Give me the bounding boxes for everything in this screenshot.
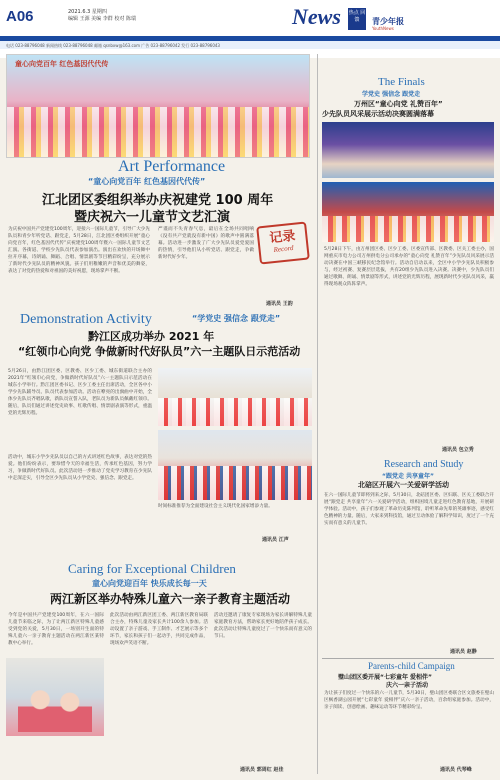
parents-child-kicker: Parents-child Campaign — [368, 661, 455, 671]
finals-kicker: The Finals — [378, 76, 425, 88]
care-kicker: Caring for Exceptional Children — [68, 561, 236, 576]
column-divider — [317, 54, 318, 774]
parents-child-headline-line2: 庆六一亲子活动 — [386, 682, 429, 689]
art-body-right: 严谨而不失青春气息，最后在全场共同唱响《没有共产党就没有新中国》的歌声中圆满落幕。活动进一步激发了广大少先队员爱党爱国的热情，引导他们从小听党话、跟党走，争做新时代好少年。 — [158, 227, 254, 260]
research-kicker: Research and Study — [384, 459, 464, 470]
care-photo — [6, 658, 104, 736]
header-meta — [68, 9, 136, 23]
finals-subtitle: 学党史 强信念 跟党走 — [362, 91, 421, 98]
finals-headline-line2: 少先队员风采展示活动决赛圆满落幕 — [322, 110, 434, 118]
demo-body-left: 5月26日，由黔江团区委、区教委、区少工委、城东街道联合主办的2021年“红领巾心向党，争做新时代好队员”六一主题队日示范活动在城东小学举行。黔江团区委书记、区少工委主任出席活动，全区各中小学少先队辅导员、队员代表参加活动。活动在嘹亮的出旗曲中开始，全体少先队员齐唱队歌，新队员宣誓入队，老队员为新队员佩戴红领巾。随后，队员们通过讲述党史故事、红歌传唱、情景剧表演等形式，重温党的光辉历程。 — [8, 369, 152, 416]
finals-byline: 通讯员 包立秀 — [442, 447, 474, 453]
care-subtitle: 童心向党迎百年 快乐成长每一天 — [92, 579, 207, 588]
page-number: A06 — [6, 8, 34, 25]
care-byline: 通讯员 郭周红 赵佳 — [240, 767, 284, 773]
demo-subtitle: “学党史 强信念 跟党走” — [192, 314, 281, 323]
demo-photo-bottom — [158, 430, 312, 500]
art-headline-line2: 暨庆祝六一儿童节文艺汇演 — [74, 210, 231, 225]
research-byline: 通讯员 赵静 — [450, 649, 477, 655]
masthead — [0, 0, 500, 58]
finals-photo-group — [322, 182, 494, 242]
parents-child-byline: 通讯员 代琴峰 — [440, 767, 472, 773]
research-body: 在六一国际儿童节即将到来之际，5月30日，北碚团区委、区妇联、区关工委联合开展“跟党走 共享童年”六一关爱研学活动，组织困境儿童走进红色教育基地，开展研学体验。活动中，孩子们参观了革命历史陈列馆，聆听革命先辈的英雄事迹，感受红色精神的力量。随后，大家来到科技馆，通过互动体验了解科学知识，度过了一个充实而有意义的儿童节。 — [324, 493, 494, 526]
care-body-c: 活动还邀请了康复专家现场为家长讲解特殊儿童家庭教育方法，帮助家长更好地陪伴孩子成长。此次活动让特殊儿童度过了一个快乐而有意义的节日。 — [214, 613, 312, 639]
finals-body: 5月28日下午，由万州团区委、区少工委、区委宣传部、区教委、区关工委主办，国网重庆市电力公司万州供电分公司承办的“童心向党 礼赞百年”少先队员风采展示活动决赛在中国三峡移民纪念馆举行。活动自启动以来，全区中小学少先队员积极参与，经过初赛、复赛层层选拔，共有20组少先队员进入决赛。决赛中，少先队员们通过歌舞、朗诵、情景剧等形式，讲述党的光辉历程，展现新时代少先队员风采，赢得现场观众阵阵掌声。 — [324, 247, 494, 287]
demo-kicker: Demonstration Activity — [20, 312, 152, 327]
art-byline: 通讯员 王韵 — [266, 301, 293, 307]
art-performance-photo — [6, 54, 310, 158]
demo-headline-line2: “红领巾心向党 争做新时代好队员”六一主题队日示范活动 — [18, 345, 301, 358]
demo-byline: 通讯员 江声 — [262, 537, 289, 543]
editor-credits: 编辑 王源 美编 李群 校对 陈瑞 — [68, 16, 136, 22]
research-headline: 北碚区开展六一关爱研学活动 — [358, 481, 449, 489]
art-subtitle: “童心向党百年 红色基因代代传” — [88, 177, 206, 186]
record-stamp: 记录 Record — [256, 221, 310, 264]
demo-photo-top — [158, 368, 312, 426]
photo-banner-text: 童心向党百年 红色基因代代传 — [15, 60, 109, 68]
art-headline-line1: 江北团区委组织举办庆祝建党 100 周年 — [42, 193, 274, 208]
parents-child-headline-line1: 璧山团区委开展“七彩童年 爱相伴” — [338, 674, 432, 681]
news-logo: News — [292, 4, 341, 29]
research-subtitle: “跟党走 共享童年” — [382, 473, 434, 480]
care-headline: 两江新区举办特殊儿童六一亲子教育主题活动 — [50, 592, 291, 606]
issue-date: 2021.6.3 星期四 — [68, 9, 107, 15]
finals-photo-stage — [322, 122, 494, 178]
parents-child-body: 为让孩子们度过一个快乐的六一儿童节，5月30日，璧山团区委联合区文旅委在璧山区枫香湖公园开展“七彩童年 爱相伴”庆六一亲子活动，百余组家庭参加。活动中，亲子阅读、创意绘画、趣味运动等环节精彩纷呈。 — [324, 691, 494, 710]
news-tag: 热点 回馈 — [348, 8, 366, 30]
demo-headline-line1: 黔江区成功举办 2021 年 — [88, 330, 215, 343]
finals-headline-line1: 万州区“童心向党 礼赞百年” — [354, 100, 443, 108]
care-body-b: 此次活动由两江新区团工委、两江新区教育局联合主办，特殊儿童及家长共计100余人参加。活动设置了亲子游戏、手工制作、才艺展示等多个环节，家长和孩子们一起动手，共同完成作品，现场欢声笑语不断。 — [110, 613, 208, 646]
care-body-a: 今年是中国共产党建党100周年，在六一国际儿童节来临之际，为了让两江新区特殊儿童感受到党的关爱，5月30日，一场别开生面的特殊儿童六一亲子教育主题活动在两江新区某特教中心举行。 — [8, 613, 104, 646]
art-kicker: Art Performance — [118, 158, 226, 175]
art-body-left: 为庆祝中国共产党建党100周年，迎接六一国际儿童节，引导广大少先队员和青少年听党话、跟党走，5月28日，江北团区委组织开展“童心向党百年，红色基因代代传”庆祝建党100周年暨六一国际儿童节文艺汇演。各街道、学校少先队员代表参加演出。演出在欢快的开场舞中拉开序幕，诗朗诵、舞蹈、合唱、情景剧等节目精彩纷呈，充分展示了新时代少先队员的精神风貌。孩子们用稚嫩的声音和优美的舞姿，表达了对党的热爱和对祖国的美好祝愿，现场掌声不断。 — [8, 227, 150, 274]
brand-name: 青少年报 — [372, 17, 404, 26]
section-divider — [322, 658, 494, 659]
contact-strip: 电话 023-88796048 新闻热线 023-88796048 邮箱 qsnbxw@163.com 广告 023-88796042 发行 023-88796043 — [0, 41, 500, 49]
demo-body-mid: 活动中，城东小学少先队员以自己的方式讲述红色故事，表达对党的热爱。他们纷纷表示，要珍惜今天的幸福生活，传承红色基因，努力学习，争做新时代好队员。此次活动进一步推动了党史学习教育在少先队中走深走实，引导全区少先队员从小学党史、强信念、跟党走。 — [8, 455, 152, 481]
demo-body-right: 时间标准推荐为全面建设社会主义现代化国家增添力量。 — [158, 504, 273, 509]
brand-name-en: YouthNews — [372, 26, 394, 31]
